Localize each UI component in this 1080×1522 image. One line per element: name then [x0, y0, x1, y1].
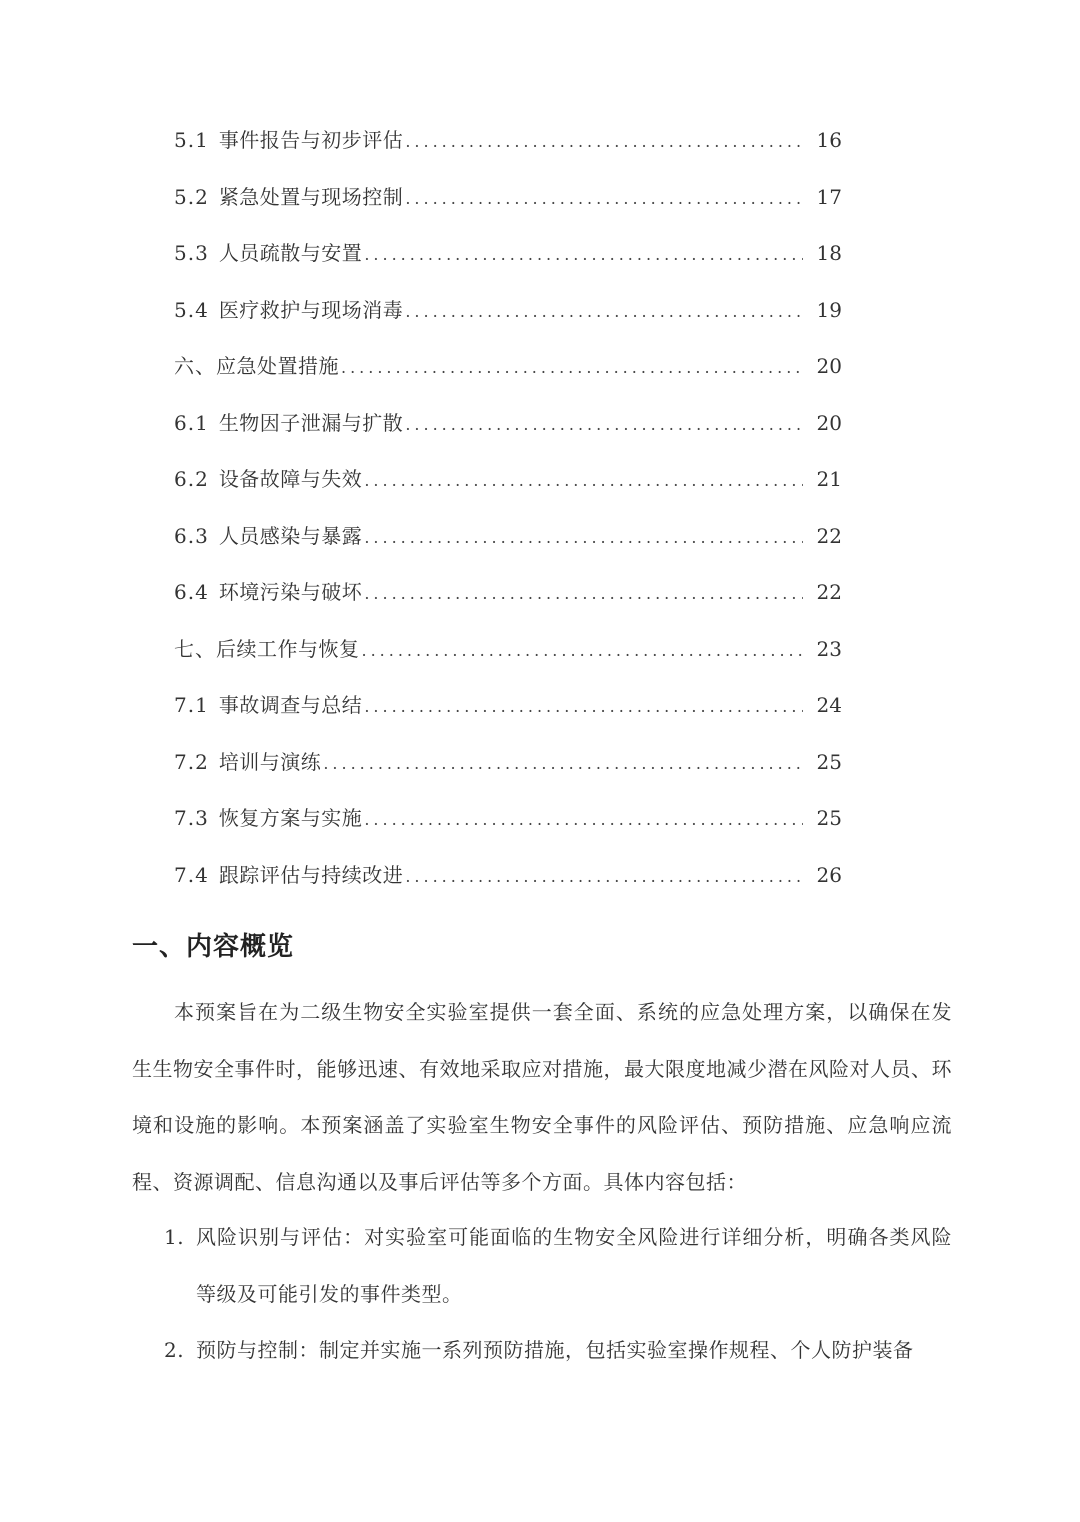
toc-entry-title: 跟踪评估与持续改进: [218, 862, 404, 887]
toc-entry-page: 23: [816, 636, 842, 661]
toc-entry-number: 6.2: [174, 467, 209, 491]
toc-entry-page: 20: [816, 410, 842, 435]
toc-entry-number: 7.4: [174, 862, 209, 887]
toc-entry-number: 七、: [174, 636, 216, 661]
toc-entry[interactable]: [174, 395, 842, 452]
toc-entry-title: 环境污染与破坏: [218, 580, 363, 604]
toc-entry-number: 7.2: [174, 749, 209, 774]
toc-entry[interactable]: [174, 169, 842, 226]
toc-dot-leader: [405, 849, 802, 906]
toc-dot-leader: [405, 171, 802, 228]
toc-entry-title: 恢复方案与实施: [218, 806, 363, 830]
toc-dot-leader: [364, 566, 802, 623]
toc-entry-number: 5.4: [174, 297, 209, 322]
toc-dot-leader: [364, 792, 802, 849]
toc-dot-leader: [405, 284, 802, 341]
toc-entry-number: 6.4: [174, 580, 209, 604]
toc-entry-title: 事件报告与初步评估: [218, 128, 404, 152]
toc-entry-number: 5.3: [174, 241, 209, 265]
toc-entry-title: 紧急处置与现场控制: [218, 184, 404, 209]
list-item: [132, 1209, 952, 1322]
toc-entry-page: 25: [816, 749, 842, 774]
toc-entry[interactable]: [174, 225, 842, 282]
toc-entry-page: 16: [816, 128, 842, 152]
toc-entry-page: 26: [816, 862, 842, 887]
toc-entry[interactable]: [174, 282, 842, 339]
toc-entry[interactable]: [174, 338, 842, 395]
toc-entry[interactable]: [174, 734, 842, 791]
toc-entry-page: 21: [816, 467, 842, 491]
toc-entry-number: 5.1: [174, 128, 209, 152]
toc-entry-number: 6.3: [174, 523, 209, 548]
toc-dot-leader: [323, 736, 802, 793]
toc-entry-number: 7.1: [174, 693, 209, 717]
toc-dot-leader: [364, 453, 802, 510]
toc-entry-title: 后续工作与恢复: [216, 636, 360, 661]
toc-dot-leader: [364, 227, 802, 284]
toc-entry[interactable]: [174, 508, 842, 565]
toc-entry-page: 24: [816, 693, 842, 717]
toc-dot-leader: [341, 340, 803, 397]
toc-dot-leader: [364, 679, 802, 736]
toc-entry-title: 生物因子泄漏与扩散: [218, 410, 404, 435]
toc-entry-number: 7.3: [174, 806, 209, 830]
toc-entry-number: 六、: [174, 354, 216, 378]
content-list: [132, 1209, 952, 1379]
toc-entry-title: 事故调查与总结: [218, 693, 363, 717]
toc-entry-page: 18: [816, 241, 842, 265]
toc-entry-title: 人员疏散与安置: [218, 241, 363, 265]
toc-entry[interactable]: [174, 677, 842, 734]
list-item-number: 1.: [164, 1225, 185, 1249]
toc-entry-title: 应急处置措施: [216, 354, 339, 378]
toc-entry[interactable]: [174, 790, 842, 847]
toc-dot-leader: [364, 510, 802, 567]
toc-entry[interactable]: [174, 451, 842, 508]
toc-entry[interactable]: [174, 621, 842, 678]
toc-entry[interactable]: [174, 564, 842, 621]
list-item-text: 风险识别与评估：对实验室可能面临的生物安全风险进行详细分析，明确各类风险等级及可能引发的事件类型。: [196, 1225, 952, 1306]
list-item-text: 预防与控制：制定并实施一系列预防措施，包括实验室操作规程、个人防护装备: [196, 1338, 914, 1362]
toc-entry-number: 5.2: [174, 184, 209, 209]
toc-entry-title: 人员感染与暴露: [218, 523, 363, 548]
toc-entry-page: 22: [816, 523, 842, 548]
toc-entry[interactable]: [174, 112, 842, 169]
toc-entry-title: 设备故障与失效: [218, 467, 363, 491]
toc-dot-leader: [362, 623, 803, 680]
toc-entry-number: 6.1: [174, 410, 209, 435]
toc-entry[interactable]: [174, 847, 842, 904]
section-paragraph: 本预案旨在为二级生物安全实验室提供一套全面、系统的应急处理方案，以确保在发生生物安全事件时，能够迅速、有效地采取应对措施，最大限度地减少潜在风险对人员、环境和设施的影响。本预案涵盖了实验室生物安全事件的风险评估、预防措施、应急响应流程、资源调配、信息沟通以及事后评估等多个方面。具体内容包括：: [132, 1000, 952, 1194]
list-item-number: 2.: [164, 1338, 185, 1362]
toc-entry-title: 医疗救护与现场消毒: [218, 297, 404, 322]
table-of-contents: [174, 112, 842, 903]
toc-entry-page: 22: [816, 580, 842, 604]
toc-entry-page: 25: [816, 806, 842, 830]
toc-entry-page: 17: [816, 184, 842, 209]
toc-entry-page: 20: [816, 354, 842, 378]
toc-entry-page: 19: [816, 297, 842, 322]
toc-dot-leader: [405, 114, 802, 171]
section-heading: 一、内容概览: [132, 932, 295, 962]
list-item: [132, 1322, 952, 1379]
toc-dot-leader: [405, 397, 802, 454]
toc-entry-title: 培训与演练: [218, 749, 322, 774]
